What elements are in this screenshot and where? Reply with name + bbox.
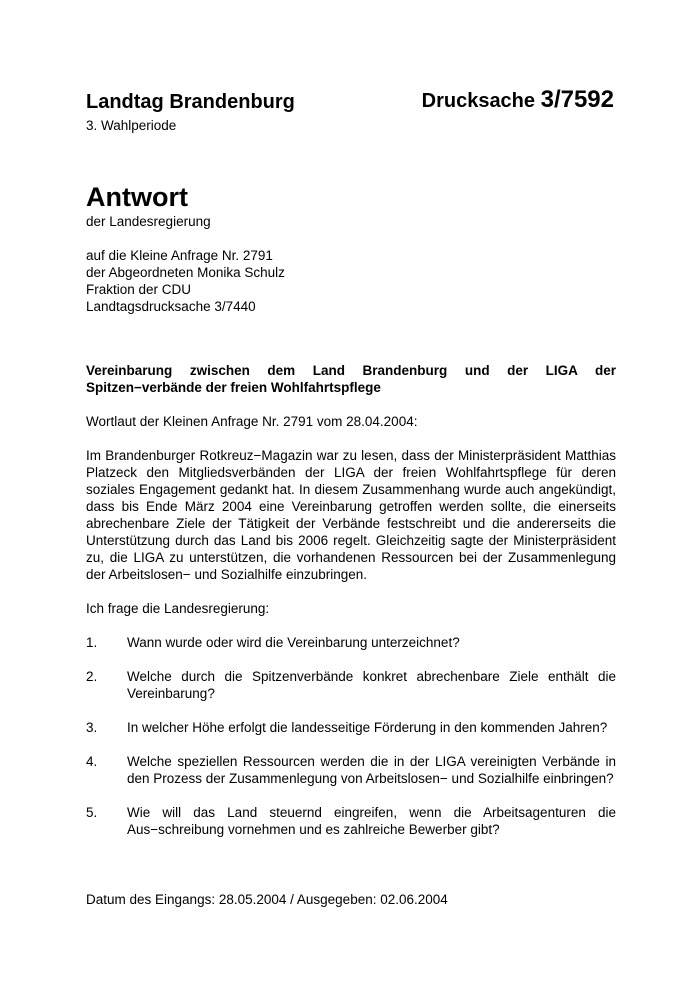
ask-intro: Ich frage die Landesregierung:	[86, 601, 270, 616]
subject-heading: Vereinbarung zwischen dem Land Brandenburg und der LIGA der Spitzen−verbände der freien Wohlfahrtspflege	[86, 363, 616, 395]
question-list	[86, 634, 616, 838]
answer-title: Antwort	[86, 182, 188, 212]
document-number-value: 3/7592	[540, 86, 614, 113]
body-paragraph: Im Brandenburger Rotkreuz−Magazin war zu lesen, dass der Ministerpräsident Matthias Platzeck den Mitgliedsverbänden der LIGA der freien Wohlfahrtspflege für deren soziales Engagement gedankt hat. In diesem Zusammenhang wurde auch angekündigt, dass bis Ende März 2004 eine Vereinbarung getroffen werden sollte, die einerseits abrechenbare Ziele der Tätigkeit der Verbände festschreibt und die andererseits die Unterstützung durch das Land bis 2006 regelt. Gleichzeitig sagte der Ministerpräsident zu, die LIGA zu unterstützen, die vorhandenen Ressourcen bei der Zusammenlegung der Arbeitslosen− und Sozialhilfe einzubringen.	[86, 448, 616, 582]
question-number: 5.	[86, 805, 98, 820]
question-text: In welcher Höhe erfolgt die landesseitige Förderung in den kommenden Jahren?	[127, 720, 608, 735]
question-text: Wann wurde oder wird die Vereinbarung unterzeichnet?	[127, 635, 460, 650]
answer-by: der Landesregierung	[86, 214, 211, 229]
answer-block	[86, 181, 285, 315]
reference-line: der Abgeordneten Monika Schulz	[86, 265, 285, 280]
question-item	[86, 634, 616, 651]
question-item	[86, 804, 616, 838]
document-body	[86, 362, 616, 855]
institution-name: Landtag Brandenburg	[86, 91, 295, 113]
question-text: Welche durch die Spitzenverbände konkret abrechenbare Ziele enthält die Vereinbarung?	[127, 669, 616, 701]
reference-line: Fraktion der CDU	[86, 282, 192, 297]
election-period: 3. Wahlperiode	[86, 118, 177, 133]
question-number: 1.	[86, 635, 98, 650]
header-left	[86, 90, 295, 134]
reference-line: Landtagsdrucksache 3/7440	[86, 299, 256, 314]
question-text: Wie will das Land steuernd eingreifen, wenn die Arbeitsagenturen die Aus−schreibung vornehmen und es zahlreiche Bewerber gibt?	[127, 805, 616, 837]
document-label: Drucksache	[421, 90, 541, 112]
question-item	[86, 668, 616, 702]
reference-line: auf die Kleine Anfrage Nr. 2791	[86, 248, 273, 263]
question-number: 2.	[86, 669, 98, 684]
question-number: 3.	[86, 720, 98, 735]
question-item	[86, 719, 616, 736]
question-number: 4.	[86, 754, 98, 769]
question-item	[86, 753, 616, 787]
document-number	[422, 86, 614, 115]
footer-dates: Datum des Eingangs: 28.05.2004 / Ausgegeben: 02.06.2004	[86, 892, 448, 907]
question-text: Welche speziellen Ressourcen werden die in der LIGA vereinigten Verbände in den Prozess der Zusammenlegung von Arbeitslosen− und Sozialhilfe einbringen?	[127, 754, 616, 786]
wording-intro: Wortlaut der Kleinen Anfrage Nr. 2791 vom 28.04.2004:	[86, 414, 418, 429]
